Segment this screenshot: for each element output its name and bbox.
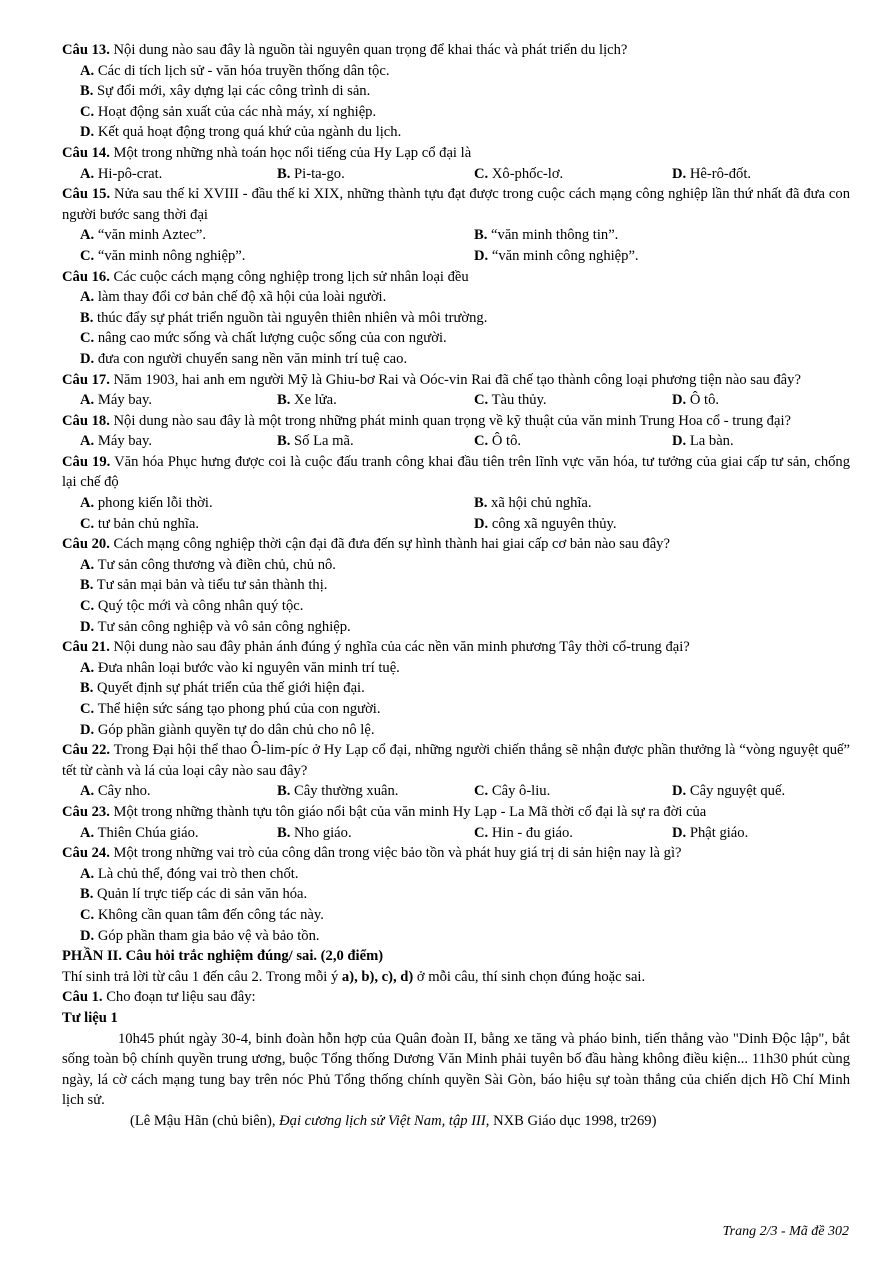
option-key: B. [80,83,94,100]
options-row [62,164,850,185]
option-c [62,102,850,123]
option-d: D. La bàn. [672,433,734,450]
question-21 [62,637,850,658]
options-row [62,514,850,535]
option-b: B. Cây thường xuân. [277,783,399,800]
option-d: D. đưa con người chuyển sang nền văn minh trí tuệ cao. [80,350,408,367]
option-c: C. tư bản chủ nghĩa. [80,515,199,532]
option-a: A. Thiên Chúa giáo. [80,824,199,841]
source-citation: (Lê Mậu Hãn (chủ biên), Đại cương lịch sử Việt Nam, tập III, NXB Giáo dục 1998, tr269) [130,1112,657,1129]
option-text: Kết quả hoạt động trong quá khứ của ngành du lịch. [97,124,402,141]
option-a: A. Hi-pô-crat. [80,165,163,182]
option-a: A. Đưa nhân loại bước vào kỉ nguyên văn minh trí tuệ. [80,659,400,676]
option-d: D. Ô tô. [672,392,720,409]
option-a: A. Máy bay. [80,433,153,450]
question-24 [62,843,850,864]
option-c: C. Cây ô-liu. [474,783,551,800]
question-16 [62,267,850,288]
question-text: Một trong những nhà toán học nổi tiếng của Hy Lạp cổ đại là [113,144,472,161]
source-passage: 10h45 phút ngày 30-4, binh đoàn hỗn hợp của Quân đoàn II, bằng xe tăng và pháo binh, tiến thẳng vào "Dinh Độc lập", bắt sống toàn bộ chính quyền trung ương, buộc Tổng thống Dương Văn Minh phải tuyên bố đầu hàng không điều kiện... 11h30 phút cùng ngày, lá cờ cách mạng tung bay trên nóc Phủ Tổng thống chính quyền Sài Gòn, báo hiệu sự toàn thắng của chiến dịch Hồ Chí Minh lịch sử. [62,1030,850,1109]
question-13 [62,40,850,61]
question-1 [62,987,850,1008]
option-c: C. Không cần quan tâm đến công tác này. [80,906,324,923]
question-number: Câu 15. [62,186,111,203]
option-c: C. Thể hiện sức sáng tạo phong phú của con người. [80,701,381,717]
option-d: D. Góp phần giành quyền tự do dân chủ cho nô lệ. [80,721,375,738]
option-c: C. “văn minh nông nghiệp”. [80,247,246,264]
question-15 [62,184,850,225]
question-number: Câu 1. [62,989,103,1006]
options-row [62,823,850,844]
option-b: B. Nho giáo. [277,824,352,841]
option-d: D. Góp phần tham gia bảo vệ và bảo tồn. [80,927,320,944]
question-19 [62,452,850,493]
question-number: Câu 17. [62,371,110,388]
question-17 [62,370,850,391]
question-number: Câu 24. [62,845,110,862]
page-footer: Trang 2/3 - Mã đề 302 [722,1224,849,1239]
option-c: C. Xô-phốc-lơ. [474,165,564,182]
source-title: Tư liệu 1 [62,1009,118,1026]
option-a: A. Là chủ thể, đóng vai trò then chốt. [80,865,299,882]
question-text: Cách mạng công nghiệp thời cận đại đã đưa đến sự hình thành hai giai cấp cơ bản nào sau đây? [113,536,670,553]
option-c: C. nâng cao mức sống và chất lượng cuộc sống của con người. [80,330,447,347]
section-heading: PHẦN II. Câu hỏi trắc nghiệm đúng/ sai. (2,0 điểm) [62,948,384,965]
question-text: Một trong những thành tựu tôn giáo nổi bật của văn minh Hy Lạp - La Mã thời cổ đại là sự ra đời của [113,803,707,820]
exam-page [62,40,850,1131]
option-b [62,81,850,102]
question-number: Câu 23. [62,803,110,820]
question-text: Cho đoạn tư liệu sau đây: [106,989,256,1006]
question-number: Câu 14. [62,144,110,161]
question-22 [62,740,850,781]
question-number: Câu 21. [62,639,110,656]
option-key: C. [80,103,95,120]
options-row [62,431,850,452]
option-text: Các di tích lịch sử - văn hóa truyền thống dân tộc. [97,62,390,79]
question-text: Một trong những vai trò của công dân trong việc bảo tồn và phát huy giá trị di sản hiện nay là gì? [113,845,682,862]
option-a: A. Tư sản công thương và điền chủ, chủ nô. [80,556,336,573]
options-row [62,493,850,514]
option-d [62,122,850,143]
question-number: Câu 19. [62,453,111,470]
option-a: A. Cây nho. [80,783,151,800]
question-text: Trong Đại hội thể thao Ô-lim-píc ở Hy Lạp cổ đại, những người chiến thắng sẽ nhận được phần thưởng là “vòng nguyệt quế” tết từ cành và lá của loại cây nào sau đây? [62,742,851,779]
question-text: Nội dung nào sau đây là nguồn tài nguyên quan trọng để khai thác và phát triển du lịch? [113,42,628,58]
option-d: D. Cây nguyệt quế. [672,783,786,800]
option-key: D. [80,124,95,141]
question-number: Câu 13. [62,42,110,58]
question-23 [62,802,850,823]
question-number: Câu 18. [62,412,110,429]
option-b: B. thúc đẩy sự phát triển nguồn tài nguyên thiên nhiên và môi trường. [80,309,488,326]
option-c: C. Ô tô. [474,433,522,450]
question-text: Nội dung nào sau đây phản ánh đúng ý nghĩa của các nền văn minh phương Tây thời cổ-trung đại? [113,639,690,656]
option-b: B. Số La mã. [277,433,354,450]
option-c: C. Tàu thủy. [474,392,547,409]
option-b: B. xã hội chủ nghĩa. [474,495,592,512]
option-b: B. Pi-ta-go. [277,165,345,182]
option-d: D. công xã nguyên thủy. [474,515,617,532]
option-b: B. Quản lí trực tiếp các di sản văn hóa. [80,886,308,903]
question-number: Câu 22. [62,742,111,759]
question-text: Năm 1903, hai anh em người Mỹ là Ghiu-bơ Rai và Oóc-vin Rai đã chế tạo thành công loại phương tiện nào sau đây? [113,371,801,388]
option-b: B. Xe lửa. [277,392,337,409]
question-14 [62,143,850,164]
option-a: A. phong kiến lỗi thời. [80,495,213,512]
options-row [62,246,850,267]
options-row [62,781,850,802]
option-text: Sự đổi mới, xây dựng lại các công trình di sản. [97,83,371,100]
options-row [62,390,850,411]
question-text: Nửa sau thế kỉ XVIII - đầu thế kỉ XIX, những thành tựu đạt được trong cuộc cách mạng công nghiệp lần thứ nhất đã đưa con người bước sang thời đại [62,186,851,223]
question-number: Câu 16. [62,268,110,285]
options-row [62,225,850,246]
question-text: Các cuộc cách mạng công nghiệp trong lịch sử nhân loại đều [113,268,469,285]
question-number: Câu 20. [62,536,110,553]
option-c: C. Quý tộc mới và công nhân quý tộc. [80,598,304,615]
option-d: D. Hê-rô-đốt. [672,165,752,182]
option-d: D. Phật giáo. [672,824,749,841]
option-a [62,61,850,82]
option-text: Hoạt động sản xuất của các nhà máy, xí nghiệp. [97,103,377,120]
option-d: D. Tư sản công nghiệp và vô sản công nghiệp. [80,618,351,635]
section-instructions: Thí sinh trả lời từ câu 1 đến câu 2. Trong mỗi ý a), b), c), d) ở mỗi câu, thí sinh chọn đúng hoặc sai. [62,968,646,985]
question-18 [62,411,850,432]
option-a: A. làm thay đổi cơ bản chế độ xã hội của loài người. [80,289,387,306]
question-20 [62,534,850,555]
option-b: B. “văn minh thông tin”. [474,227,619,244]
question-text: Nội dung nào sau đây là một trong những phát minh quan trọng về kỹ thuật của văn minh Trung Hoa cổ - trung đại? [113,412,791,429]
option-c: C. Hin - đu giáo. [474,824,573,841]
option-a: A. Máy bay. [80,392,153,409]
option-a: A. “văn minh Aztec”. [80,227,207,244]
option-key: A. [80,62,95,79]
option-b: B. Tư sản mại bản và tiểu tư sản thành thị. [80,577,328,594]
option-b: B. Quyết định sự phát triển của thế giới hiện đại. [80,680,365,697]
option-d: D. “văn minh công nghiệp”. [474,247,639,264]
question-text: Văn hóa Phục hưng được coi là cuộc đấu tranh công khai đầu tiên trên lĩnh vực văn hóa, tư tưởng của giai cấp tư sản, chống lại chế độ [62,453,851,491]
